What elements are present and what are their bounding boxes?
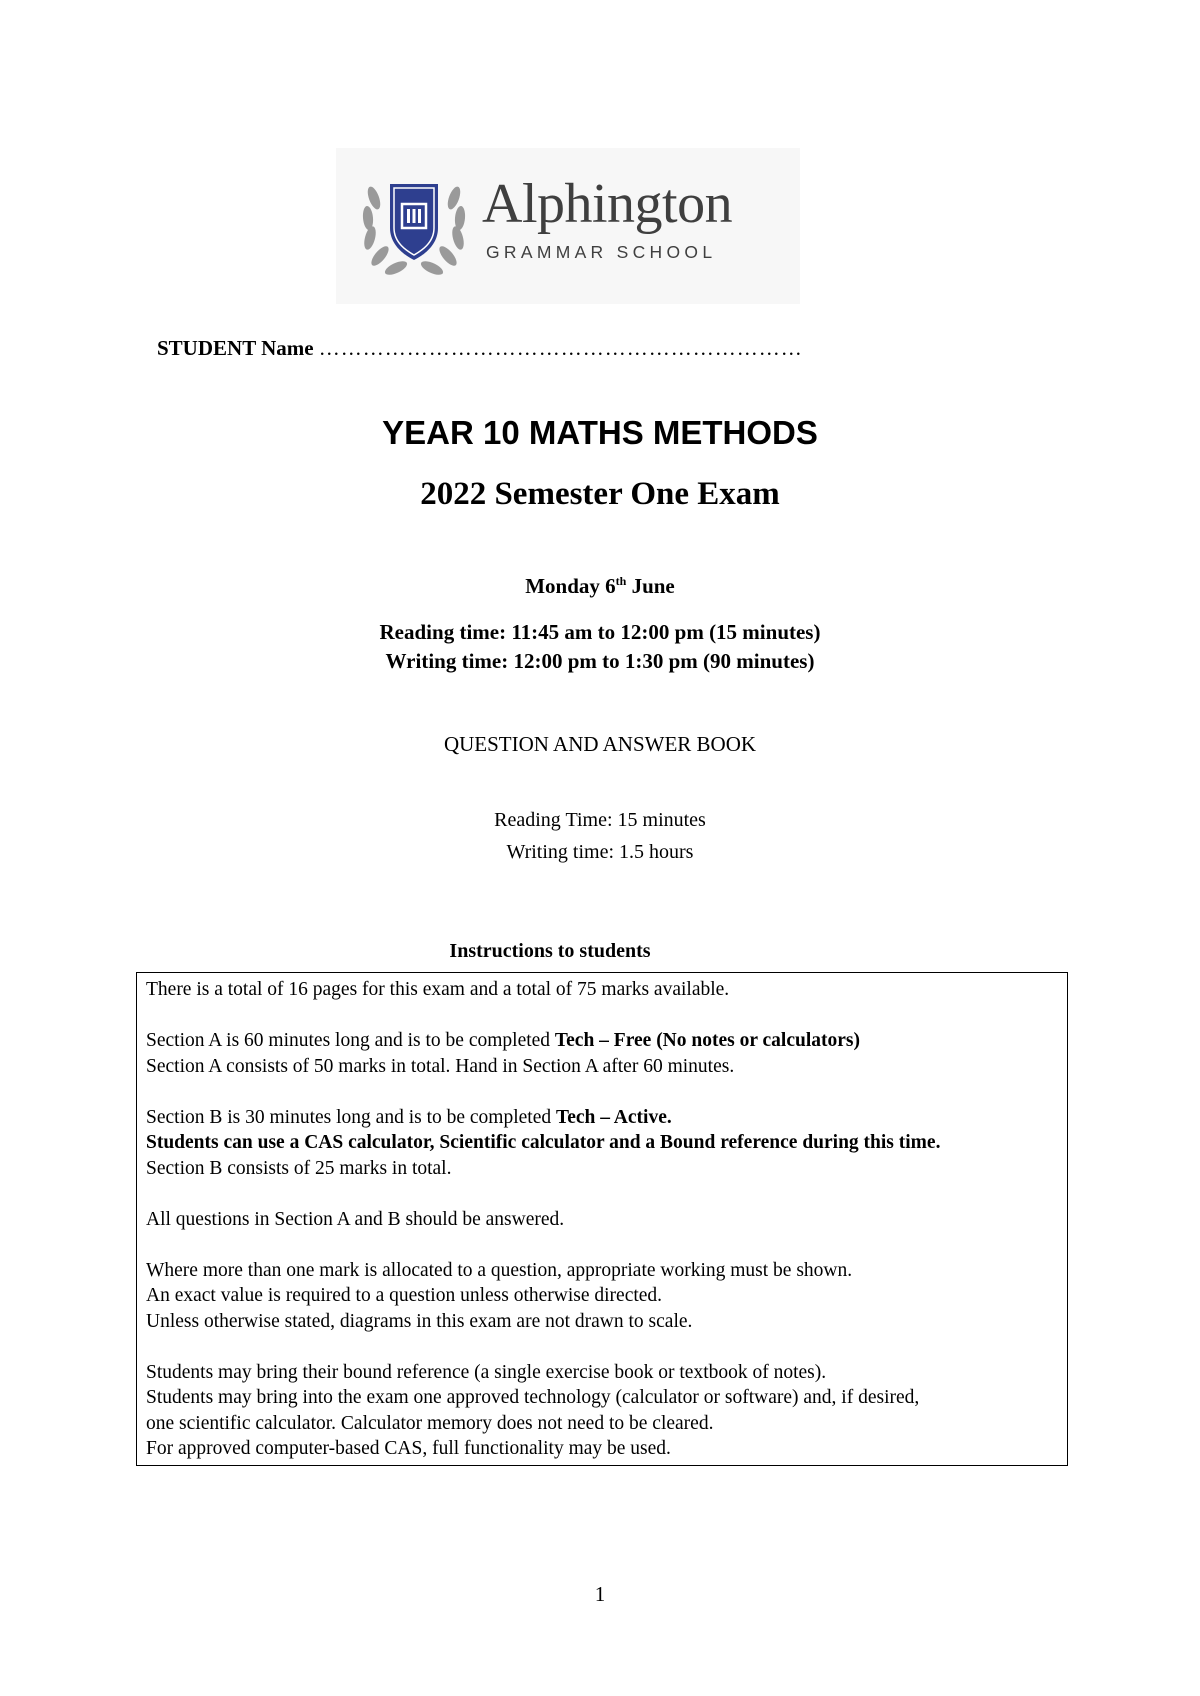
writing-time: Writing time: 12:00 pm to 1:30 pm (90 minutes) <box>385 649 815 673</box>
reading-summary: Reading Time: 15 minutes <box>494 809 706 831</box>
instruction-all-questions: All questions in Section A and B should be answered. <box>146 1208 565 1230</box>
book-type: QUESTION AND ANSWER BOOK <box>443 732 757 756</box>
instruction-technology: Students may bring into the exam one approved technology (calculator or software) and, if desired, <box>146 1387 920 1408</box>
student-name-label: STUDENT Name <box>157 336 314 360</box>
instruction-bound-reference: Students may bring their bound reference (a single exercise book or textbook of notes). <box>146 1361 827 1383</box>
instruction-section-b: Section B is 30 minutes long and is to be completed Tech – Active. <box>146 1106 672 1128</box>
page-number: 1 <box>594 1582 606 1606</box>
instruction-cas: For approved computer-based CAS, full functionality may be used. <box>146 1438 671 1459</box>
exam-date: Monday 6th June <box>525 574 675 598</box>
instruction-section-b-tools: Students can use a CAS calculator, Scientific calculator and a Bound reference during this time. <box>146 1132 941 1153</box>
instruction-working: Where more than one mark is allocated to a question, appropriate working must be shown. <box>146 1259 853 1281</box>
writing-summary: Writing time: 1.5 hours <box>506 841 694 863</box>
school-logo <box>336 148 800 304</box>
school-subtitle: GRAMMAR SCHOOL <box>486 242 717 262</box>
student-name-line <box>157 336 803 361</box>
exam-subtitle: 2022 Semester One Exam <box>420 476 780 512</box>
instruction-section-a-marks: Section A consists of 50 marks in total. Hand in Section A after 60 minutes. <box>146 1055 735 1077</box>
instruction-section-a: Section A is 60 minutes long and is to be completed Tech – Free (No notes or calculators) <box>146 1030 860 1051</box>
instruction-diagrams: Unless otherwise stated, diagrams in this exam are not drawn to scale. <box>146 1310 693 1332</box>
exam-title: YEAR 10 MATHS METHODS <box>382 414 818 451</box>
reading-time: Reading time: 11:45 am to 12:00 pm (15 minutes) <box>379 620 821 644</box>
instruction-pages: There is a total of 16 pages for this exam and a total of 75 marks available. <box>146 979 730 1000</box>
school-name: Alphington <box>482 173 733 235</box>
instructions-box <box>136 972 1068 1466</box>
instruction-section-b-marks: Section B consists of 25 marks in total. <box>146 1157 452 1179</box>
student-name-field[interactable]: ………………………………………………………… <box>318 336 803 360</box>
crest-icon <box>356 170 472 280</box>
instruction-exact: An exact value is required to a question unless otherwise directed. <box>146 1285 663 1306</box>
instruction-scientific: one scientific calculator. Calculator memory does not need to be cleared. <box>146 1412 714 1434</box>
instructions-heading: Instructions to students <box>449 940 651 962</box>
